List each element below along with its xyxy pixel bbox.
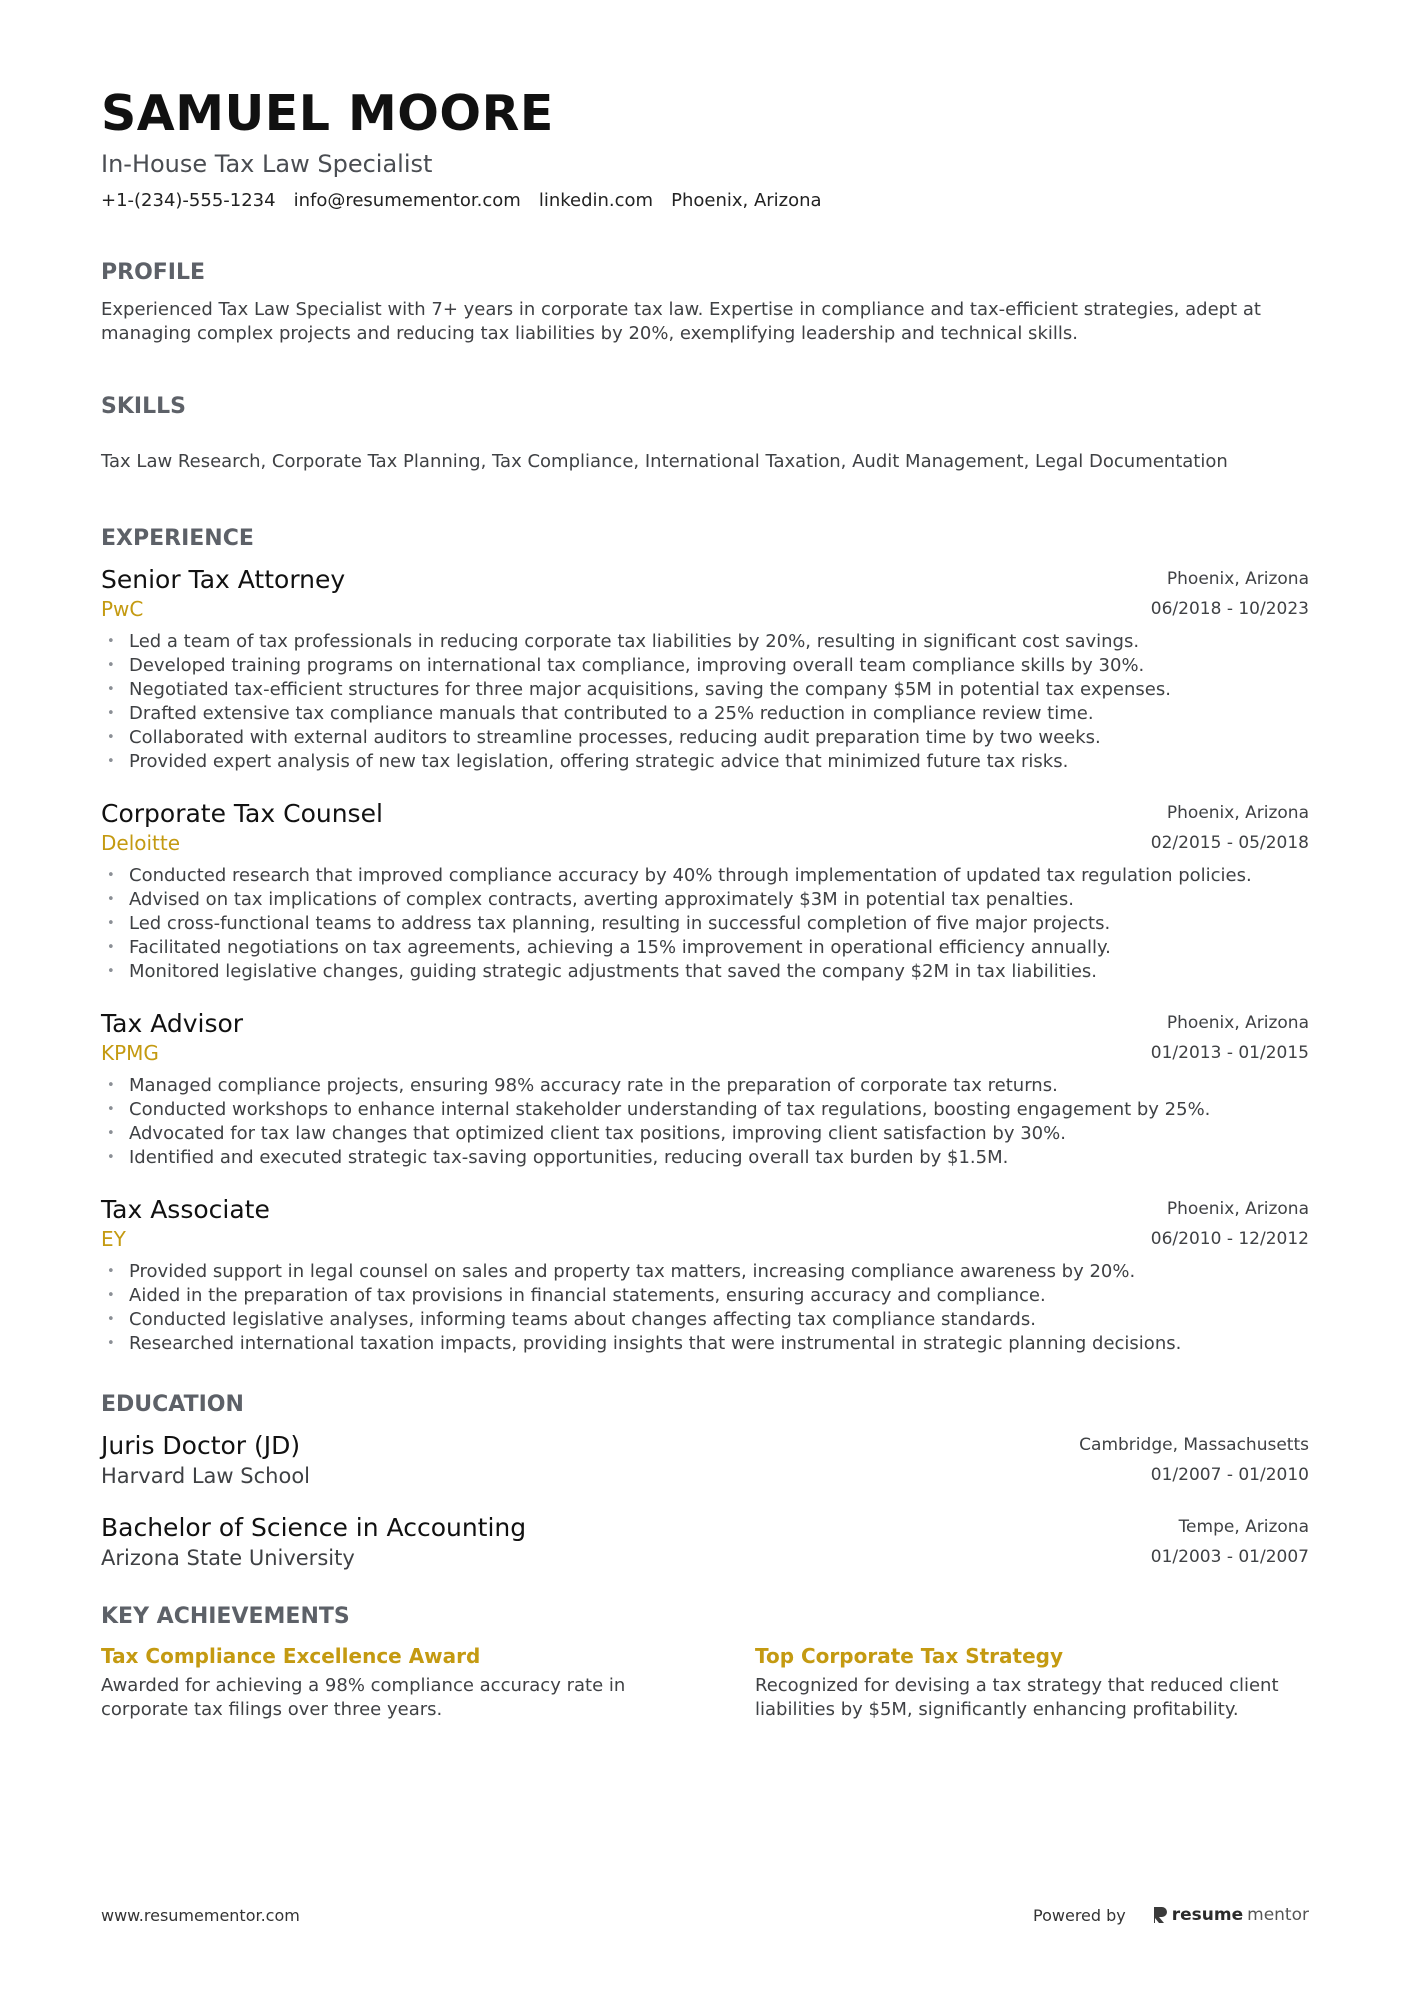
bullet-item: • Advised on tax implications of complex contracts, averting approximately $3M in potential tax penalties. bbox=[101, 888, 1309, 912]
candidate-title: In-House Tax Law Specialist bbox=[101, 150, 433, 178]
education-entry bbox=[101, 1512, 1309, 1572]
job-company: PwC bbox=[101, 597, 144, 621]
profile-text: Experienced Tax Law Specialist with 7+ years in corporate tax law. Expertise in compliance and tax-efficient strategies, adept at managing complex projects and reducing tax liabilities by 20%, exemplifying leadership and technical skills. bbox=[101, 299, 1261, 344]
achievements-heading: KEY ACHIEVEMENTS bbox=[101, 1604, 350, 1629]
education-heading: EDUCATION bbox=[101, 1392, 244, 1417]
job-company: Deloitte bbox=[101, 831, 181, 855]
job-dates: 06/2018 - 10/2023 bbox=[1150, 599, 1309, 619]
education-school: Arizona State University bbox=[101, 1546, 355, 1570]
brand-name-light: mentor bbox=[1247, 1905, 1309, 1925]
footer-website-link[interactable]: www.resumementor.com bbox=[101, 1905, 300, 1925]
job-bullets bbox=[101, 1260, 1309, 1356]
job-dates: 01/2013 - 01/2015 bbox=[1150, 1043, 1309, 1063]
job-company: KPMG bbox=[101, 1041, 159, 1065]
achievement-title: Top Corporate Tax Strategy bbox=[755, 1644, 1064, 1668]
job-entry bbox=[101, 1194, 1309, 1356]
contact-location: Phoenix, Arizona bbox=[671, 190, 822, 211]
bullet-item: • Collaborated with external auditors to streamline processes, reducing audit preparation time by two weeks. bbox=[101, 726, 1309, 750]
bullet-item: • Advocated for tax law changes that optimized client tax positions, improving client satisfaction by 30%. bbox=[101, 1122, 1309, 1146]
bullet-item: • Provided support in legal counsel on sales and property tax matters, increasing compliance awareness by 20%. bbox=[101, 1260, 1309, 1284]
candidate-name: SAMUEL MOORE bbox=[101, 85, 554, 142]
profile-section bbox=[101, 258, 1309, 346]
experience-section bbox=[101, 524, 1309, 1356]
job-entry bbox=[101, 564, 1309, 774]
job-entry bbox=[101, 1008, 1309, 1170]
education-degree: Juris Doctor (JD) bbox=[101, 1431, 301, 1460]
skills-section bbox=[101, 392, 1309, 474]
job-dates: 02/2015 - 05/2018 bbox=[1150, 833, 1309, 853]
achievement-text: Awarded for achieving a 98% compliance accuracy rate in corporate tax filings over three years. bbox=[101, 1675, 626, 1720]
resumementor-logo-icon bbox=[1152, 1906, 1168, 1924]
job-location: Phoenix, Arizona bbox=[1166, 803, 1309, 823]
bullet-item: • Facilitated negotiations on tax agreements, achieving a 15% improvement in operational efficiency annually. bbox=[101, 936, 1309, 960]
achievements-section bbox=[101, 1602, 1309, 1722]
achievement-title: Tax Compliance Excellence Award bbox=[101, 1644, 481, 1668]
brand-name-bold: resume bbox=[1171, 1905, 1244, 1925]
bullet-item: • Researched international taxation impacts, providing insights that were instrumental in strategic planning decisions. bbox=[101, 1332, 1309, 1356]
education-degree: Bachelor of Science in Accounting bbox=[101, 1513, 527, 1542]
contact-info bbox=[101, 188, 1309, 214]
resume-header bbox=[101, 84, 1309, 214]
bullet-item: • Identified and executed strategic tax-saving opportunities, reducing overall tax burden by $1.5M. bbox=[101, 1146, 1309, 1170]
brand-logo[interactable] bbox=[1152, 1905, 1309, 1925]
bullet-item: • Managed compliance projects, ensuring 98% accuracy rate in the preparation of corporate tax returns. bbox=[101, 1074, 1309, 1098]
education-location: Cambridge, Massachusetts bbox=[1079, 1435, 1309, 1455]
achievement-item bbox=[101, 1642, 655, 1722]
education-location: Tempe, Arizona bbox=[1178, 1517, 1309, 1537]
education-dates: 01/2007 - 01/2010 bbox=[1150, 1465, 1309, 1485]
skills-text: Tax Law Research, Corporate Tax Planning, Tax Compliance, International Taxation, Audit Management, Legal Documentation bbox=[101, 451, 1228, 472]
bullet-item: • Conducted research that improved compliance accuracy by 40% through implementation of updated tax regulation policies. bbox=[101, 864, 1309, 888]
education-entry bbox=[101, 1430, 1309, 1490]
achievement-text: Recognized for devising a tax strategy that reduced client liabilities by $5M, significantly enhancing profitability. bbox=[755, 1675, 1279, 1720]
job-role: Tax Associate bbox=[101, 1195, 270, 1224]
bullet-item: • Aided in the preparation of tax provisions in financial statements, ensuring accuracy and compliance. bbox=[101, 1284, 1309, 1308]
education-section bbox=[101, 1390, 1309, 1572]
achievement-item bbox=[755, 1642, 1309, 1722]
bullet-item: • Conducted workshops to enhance internal stakeholder understanding of tax regulations, boosting engagement by 25%. bbox=[101, 1098, 1309, 1122]
experience-heading: EXPERIENCE bbox=[101, 526, 254, 551]
bullet-item: • Conducted legislative analyses, informing teams about changes affecting tax compliance standards. bbox=[101, 1308, 1309, 1332]
skills-heading: SKILLS bbox=[101, 394, 186, 419]
job-dates: 06/2010 - 12/2012 bbox=[1150, 1229, 1309, 1249]
contact-phone: +1-(234)-555-1234 bbox=[101, 190, 276, 211]
job-role: Tax Advisor bbox=[101, 1009, 244, 1038]
contact-email: info@resumementor.com bbox=[293, 190, 521, 211]
bullet-item: • Developed training programs on international tax compliance, improving overall team compliance skills by 30%. bbox=[101, 654, 1309, 678]
education-school: Harvard Law School bbox=[101, 1464, 310, 1488]
page-footer bbox=[101, 1905, 1309, 1925]
job-location: Phoenix, Arizona bbox=[1166, 569, 1309, 589]
job-bullets bbox=[101, 630, 1309, 774]
job-location: Phoenix, Arizona bbox=[1166, 1013, 1309, 1033]
bullet-item: • Monitored legislative changes, guiding strategic adjustments that saved the company $2M in tax liabilities. bbox=[101, 960, 1309, 984]
job-location: Phoenix, Arizona bbox=[1166, 1199, 1309, 1219]
bullet-item: • Led cross-functional teams to address tax planning, resulting in successful completion of five major projects. bbox=[101, 912, 1309, 936]
education-dates: 01/2003 - 01/2007 bbox=[1150, 1547, 1309, 1567]
job-bullets bbox=[101, 1074, 1309, 1170]
bullet-item: • Negotiated tax-efficient structures for three major acquisitions, saving the company $5M in potential tax expenses. bbox=[101, 678, 1309, 702]
job-bullets bbox=[101, 864, 1309, 984]
bullet-item: • Drafted extensive tax compliance manuals that contributed to a 25% reduction in compliance review time. bbox=[101, 702, 1309, 726]
bullet-item: • Provided expert analysis of new tax legislation, offering strategic advice that minimized future tax risks. bbox=[101, 750, 1309, 774]
job-role: Corporate Tax Counsel bbox=[101, 799, 383, 828]
contact-linkedin: linkedin.com bbox=[538, 190, 654, 211]
job-entry bbox=[101, 798, 1309, 984]
powered-by bbox=[1033, 1905, 1309, 1925]
job-company: EY bbox=[101, 1227, 126, 1251]
bullet-item: • Led a team of tax professionals in reducing corporate tax liabilities by 20%, resulting in significant cost savings. bbox=[101, 630, 1309, 654]
powered-by-label: Powered by bbox=[1033, 1905, 1126, 1925]
job-role: Senior Tax Attorney bbox=[101, 565, 346, 594]
profile-heading: PROFILE bbox=[101, 260, 206, 285]
